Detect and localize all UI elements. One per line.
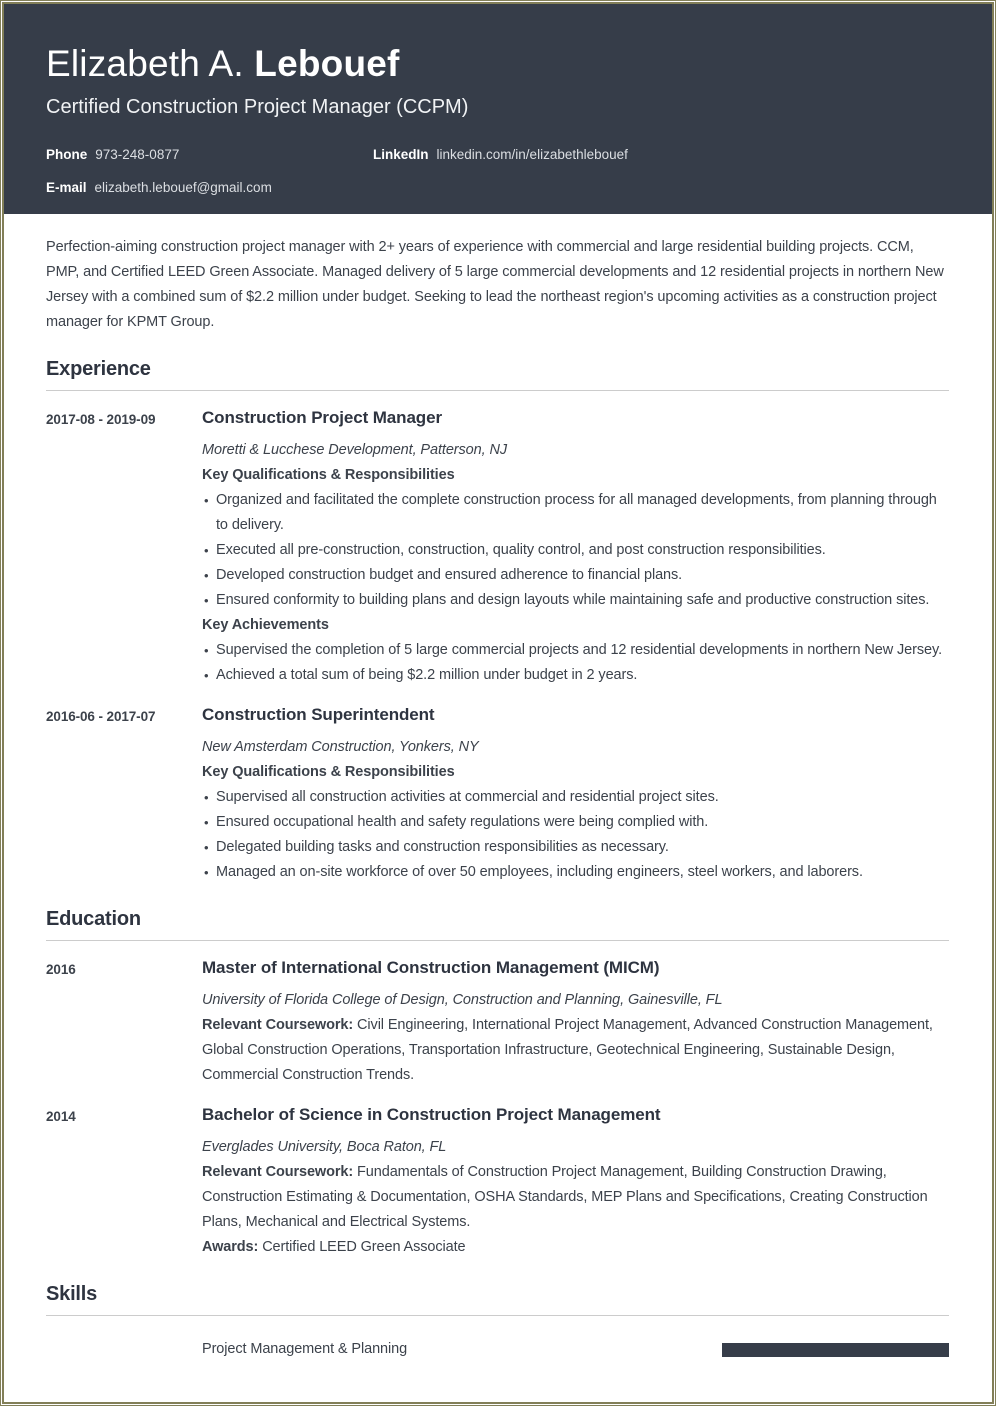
list-item: • Managed an on-site workforce of over 50 employees, including engineers, steel workers, and laborers. [216,860,949,885]
phone-label: Phone [46,147,88,162]
education-entry [46,1104,949,1260]
linkedin-value: linkedin.com/in/elizabethlebouef [436,147,628,162]
experience-entry [46,407,949,688]
contact-linkedin [373,144,949,166]
list-item: • Supervised all construction activities at commercial and residential project sites. [216,785,949,810]
skill-level-fill [722,1343,949,1357]
education-section-title: Education [46,908,141,930]
entry-body [202,1104,949,1260]
responsibilities-list [202,488,949,613]
skill-item [46,1337,949,1362]
experience-section-title: Experience [46,358,151,380]
experience-section [46,356,949,885]
degree-title: Bachelor of Science in Construction Project Management [202,1105,661,1124]
skill-level-bar [722,1343,949,1357]
person-first-name: Elizabeth A. [46,43,244,84]
entry-dates: 2016 [46,962,76,977]
person-job-title: Certified Construction Project Manager (CCPM) [46,96,469,118]
group-heading: Key Achievements [202,617,329,633]
email-label: E-mail [46,180,87,195]
coursework-line [202,1160,949,1235]
phone-value: 973-248-0877 [95,147,180,162]
list-item: • Achieved a total sum of being $2.2 million under budget in 2 years. [216,663,949,688]
skills-section [46,1281,949,1362]
person-last-name: Lebouef [254,43,400,84]
entry-body [202,957,949,1088]
list-item: • Organized and facilitated the complete construction process for all managed developments, from planning through to delivery. [216,488,949,538]
contact-info [46,144,949,199]
group-heading: Key Qualifications & Responsibilities [202,467,455,483]
contact-phone [46,144,373,166]
coursework-line [202,1013,949,1088]
skills-section-title: Skills [46,1283,98,1305]
detail-label: Relevant Coursework: [202,1164,354,1180]
experience-entry [46,704,949,885]
group-heading: Key Qualifications & Responsibilities [202,764,455,780]
resume-header [4,4,992,214]
list-item: • Executed all pre-construction, construction, quality control, and post construction responsibilities. [216,538,949,563]
list-item: • Developed construction budget and ensured adherence to financial plans. [216,563,949,588]
section-divider [46,1315,949,1316]
list-item: • Delegated building tasks and construction responsibilities as necessary. [216,835,949,860]
detail-text: Civil Engineering, International Project Management, Advanced Construction Management, Global Construction Operations, Transportation Infrastructure, Geotechnical Engineering, Sustainable Design, Commercial Construction Trends. [202,1017,933,1083]
degree-title: Master of International Construction Management (MICM) [202,958,660,977]
entry-body [202,704,949,885]
list-item: • Ensured conformity to building plans and design layouts while maintaining safe and productive construction sites. [216,588,949,613]
school-name: Everglades University, Boca Raton, FL [202,1139,447,1155]
awards-line [202,1235,949,1260]
person-name [46,42,949,86]
detail-text: Certified LEED Green Associate [262,1239,466,1255]
detail-label: Awards: [202,1239,259,1255]
linkedin-label: LinkedIn [373,147,429,162]
achievements-list [202,638,949,688]
resume-body [4,214,992,1362]
education-entry [46,957,949,1088]
skill-label: Project Management & Planning [202,1341,408,1357]
company-name: New Amsterdam Construction, Yonkers, NY [202,739,479,755]
company-name: Moretti & Lucchese Development, Patterson, NJ [202,442,507,458]
contact-email [46,177,373,199]
section-divider [46,940,949,941]
detail-text: Fundamentals of Construction Project Management, Building Construction Drawing, Construction Estimating & Documentation, OSHA Standards, MEP Plans and Specifications, Creating Construction Plans, Mechanical and Electrical Systems. [202,1164,928,1230]
resume-page-inner [2,2,994,1404]
email-value: elizabeth.lebouef@gmail.com [94,180,272,195]
job-title: Construction Project Manager [202,408,442,427]
entry-body [202,407,949,688]
list-item: • Ensured occupational health and safety regulations were being complied with. [216,810,949,835]
list-item: • Supervised the completion of 5 large commercial projects and 12 residential developments in northern New Jersey. [216,638,949,663]
professional-summary: Perfection-aiming construction project manager with 2+ years of experience with commercial and large residential building projects. CCM, PMP, and Certified LEED Green Associate. Managed delivery of 5 large commercial developments and 12 residential projects in northern New Jersey with a combined sum of $2.2 million under budget. Seeking to lead the northeast region's upcoming activities as a construction project manager for KPMT Group. [46,239,944,330]
education-section [46,906,949,1260]
school-name: University of Florida College of Design, Construction and Planning, Gainesville, FL [202,992,723,1008]
section-divider [46,390,949,391]
job-title: Construction Superintendent [202,705,435,724]
entry-dates: 2017-08 - 2019-09 [46,412,156,427]
detail-label: Relevant Coursework: [202,1017,354,1033]
entry-dates: 2014 [46,1109,76,1124]
responsibilities-list [202,785,949,885]
entry-dates: 2016-06 - 2017-07 [46,709,156,724]
